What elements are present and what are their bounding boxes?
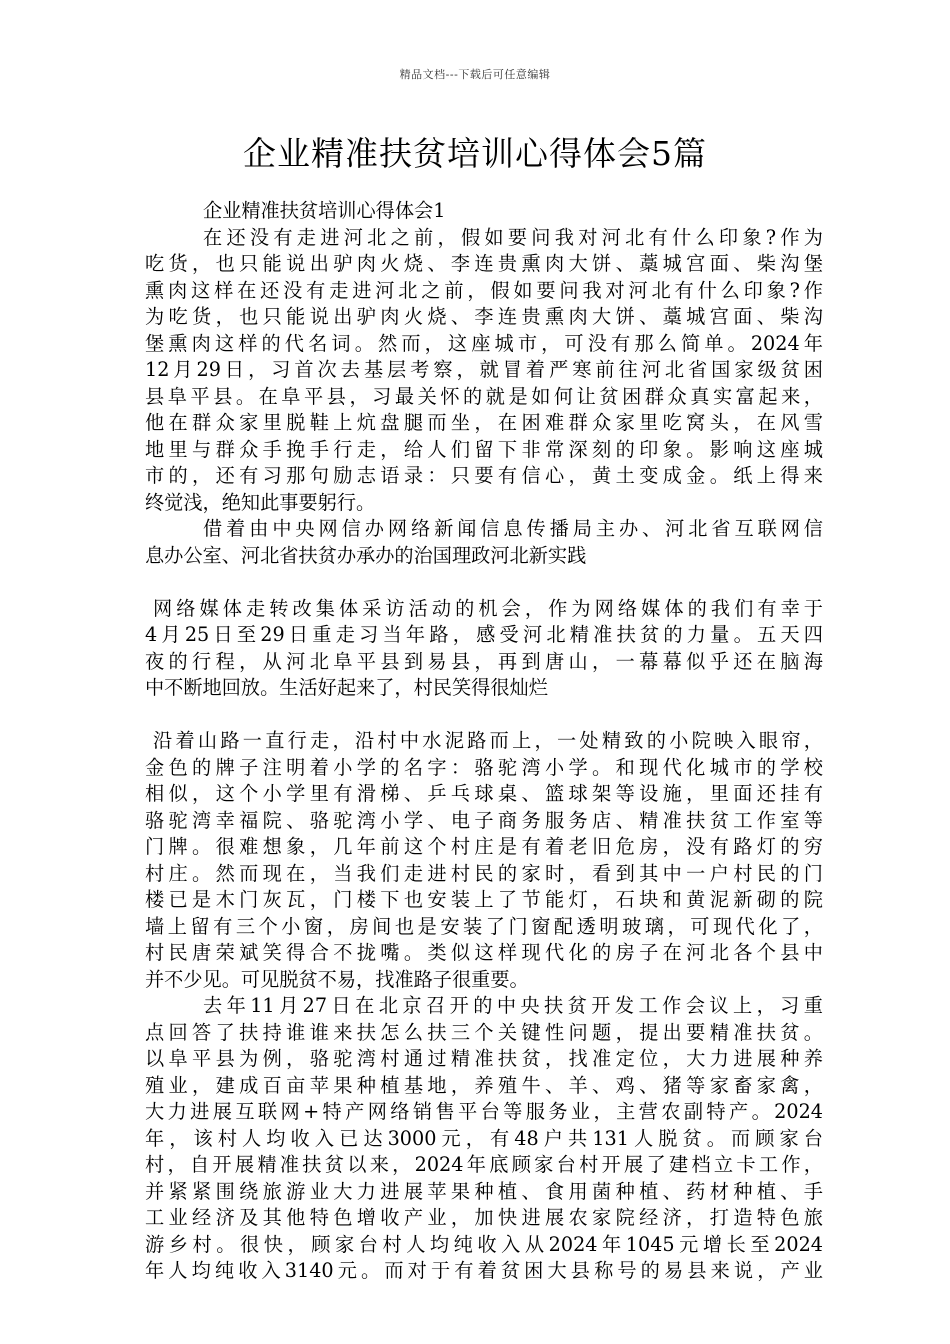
paragraph-line: 沿着山路一直行走，沿村中水泥路而上，一处精致的小院映入眼帘， [153, 729, 823, 752]
blank-line [145, 702, 823, 729]
paragraph-line: 殖业，建成百亩苹果种植基地，养殖牛、羊、鸡、猪等家畜家禽， [145, 1073, 823, 1097]
section-heading: 企业精准扶贫培训心得体会1 [203, 199, 446, 222]
paragraph-line: 骆驼湾幸福院、骆驼湾小学、电子商务服务店、精准扶贫工作室等 [145, 808, 823, 832]
paragraph-line: 为吃货，也只能说出驴肉火烧、李连贵熏肉大饼、藁城宫面、柴沟 [145, 305, 823, 328]
paragraph-line: 堡熏肉这样的代名词。然而，这座城市，可没有那么简单。2024年 [145, 331, 823, 355]
paragraph-line: 地里与群众手挽手行走，给人们留下非常深刻的印象。影响这座城 [145, 437, 823, 461]
document-body [145, 198, 823, 1285]
paragraph-line: 市的，还有习那句励志语录：只要有信心，黄土变成金。纸上得来 [145, 464, 823, 487]
paragraph-line: 中不断地回放。生活好起来了，村民笑得很灿烂 [145, 676, 548, 699]
paragraph-line: 年人均纯收入3140元。而对于有着贫困大县称号的易县来说，产业 [145, 1259, 823, 1282]
paragraph-line: 借着由中央网信办网络新闻信息传播局主办、河北省互联网信 [203, 517, 823, 540]
paragraph-line: 墙上留有三个小窗，房间也是安装了门窗配透明玻璃，可现代化了， [145, 914, 823, 938]
paragraph-line: 以阜平县为例，骆驼湾村通过精准扶贫，找准定位，大力进展种养 [145, 1047, 823, 1070]
paragraph-line: 年，该村人均收入已达3000元，有48户共131人脱贫。而顾家台 [145, 1126, 823, 1150]
paragraph-line: 工业经济及其他特色增收产业，加快进展农家院经济，打造特色旅 [145, 1206, 823, 1229]
paragraph-line: 并不少见。可见脱贫不易，找准路子很重要。 [145, 967, 529, 991]
paragraph-line: 4月25日至29日重走习当年路，感受河北精准扶贫的力量。五天四 [145, 623, 823, 646]
paragraph-line: 熏肉这样在还没有走进河北之前，假如要问我对河北有什么印象?作 [145, 278, 823, 302]
paragraph-line: 门牌。很难想象，几年前这个村庄是有着老旧危房，没有路灯的穷 [145, 835, 823, 858]
paragraph-line: 夜的行程，从河北阜平县到易县，再到唐山，一幕幕似乎还在脑海 [145, 649, 823, 673]
paragraph-line: 金色的牌子注明着小学的名字：骆驼湾小学。和现代化城市的学校 [145, 755, 823, 779]
header-note: 精品文档---下载后可任意编辑 [399, 68, 551, 81]
paragraph-line: 终觉浅，绝知此事要躬行。 [145, 490, 376, 514]
paragraph-line: 大力进展互联网+特产网络销售平台等服务业，主营农副特产。2024 [145, 1100, 823, 1123]
paragraph-line: 村，自开展精准扶贫以来，2024年底顾家台村开展了建档立卡工作， [145, 1153, 823, 1176]
paragraph-line: 网络媒体走转改集体采访活动的机会，作为网络媒体的我们有幸于 [153, 596, 823, 620]
document-title: 企业精准扶贫培训心得体会5篇 [243, 134, 707, 173]
paragraph-line: 相似，这个小学里有滑梯、乒乓球桌、篮球架等设施，里面还挂有 [145, 782, 823, 805]
paragraph-line: 村庄。然而现在，当我们走进村民的家时，看到其中一户村民的门 [145, 861, 823, 885]
paragraph-line: 并紧紧围绕旅游业大力进展苹果种植、食用菌种植、药材种植、手 [145, 1179, 823, 1203]
paragraph-line: 点回答了扶持谁谁来扶怎么扶三个关键性问题，提出要精准扶贫。 [145, 1020, 823, 1044]
paragraph-line: 在还没有走进河北之前，假如要问我对河北有什么印象?作为 [203, 225, 823, 249]
paragraph-line: 楼已是木门灰瓦，门楼下也安装上了节能灯，石块和黄泥新砌的院 [145, 888, 823, 911]
paragraph-line: 游乡村。很快，顾家台村人均纯收入从2024年1045元增长至2024 [145, 1232, 823, 1256]
paragraph-line: 12月29日，习首次去基层考察，就冒着严寒前往河北省国家级贫困 [145, 358, 823, 381]
paragraph-line: 去年11月27日在北京召开的中央扶贫开发工作会议上，习重 [203, 994, 823, 1017]
paragraph-line: 村民唐荣斌笑得合不拢嘴。类似这样现代化的房子在河北各个县中 [145, 941, 823, 964]
paragraph-line: 县阜平县。在阜平县，习最关怀的就是如何让贫困群众真实富起来， [145, 384, 823, 408]
paragraph-line: 他在群众家里脱鞋上炕盘腿而坐，在困难群众家里吃窝头，在风雪 [145, 411, 823, 434]
paragraph-line: 息办公室、河北省扶贫办承办的治国理政河北新实践 [145, 543, 587, 567]
blank-line [145, 569, 823, 596]
paragraph-line: 吃货，也只能说出驴肉火烧、李连贵熏肉大饼、藁城宫面、柴沟堡 [145, 252, 823, 275]
